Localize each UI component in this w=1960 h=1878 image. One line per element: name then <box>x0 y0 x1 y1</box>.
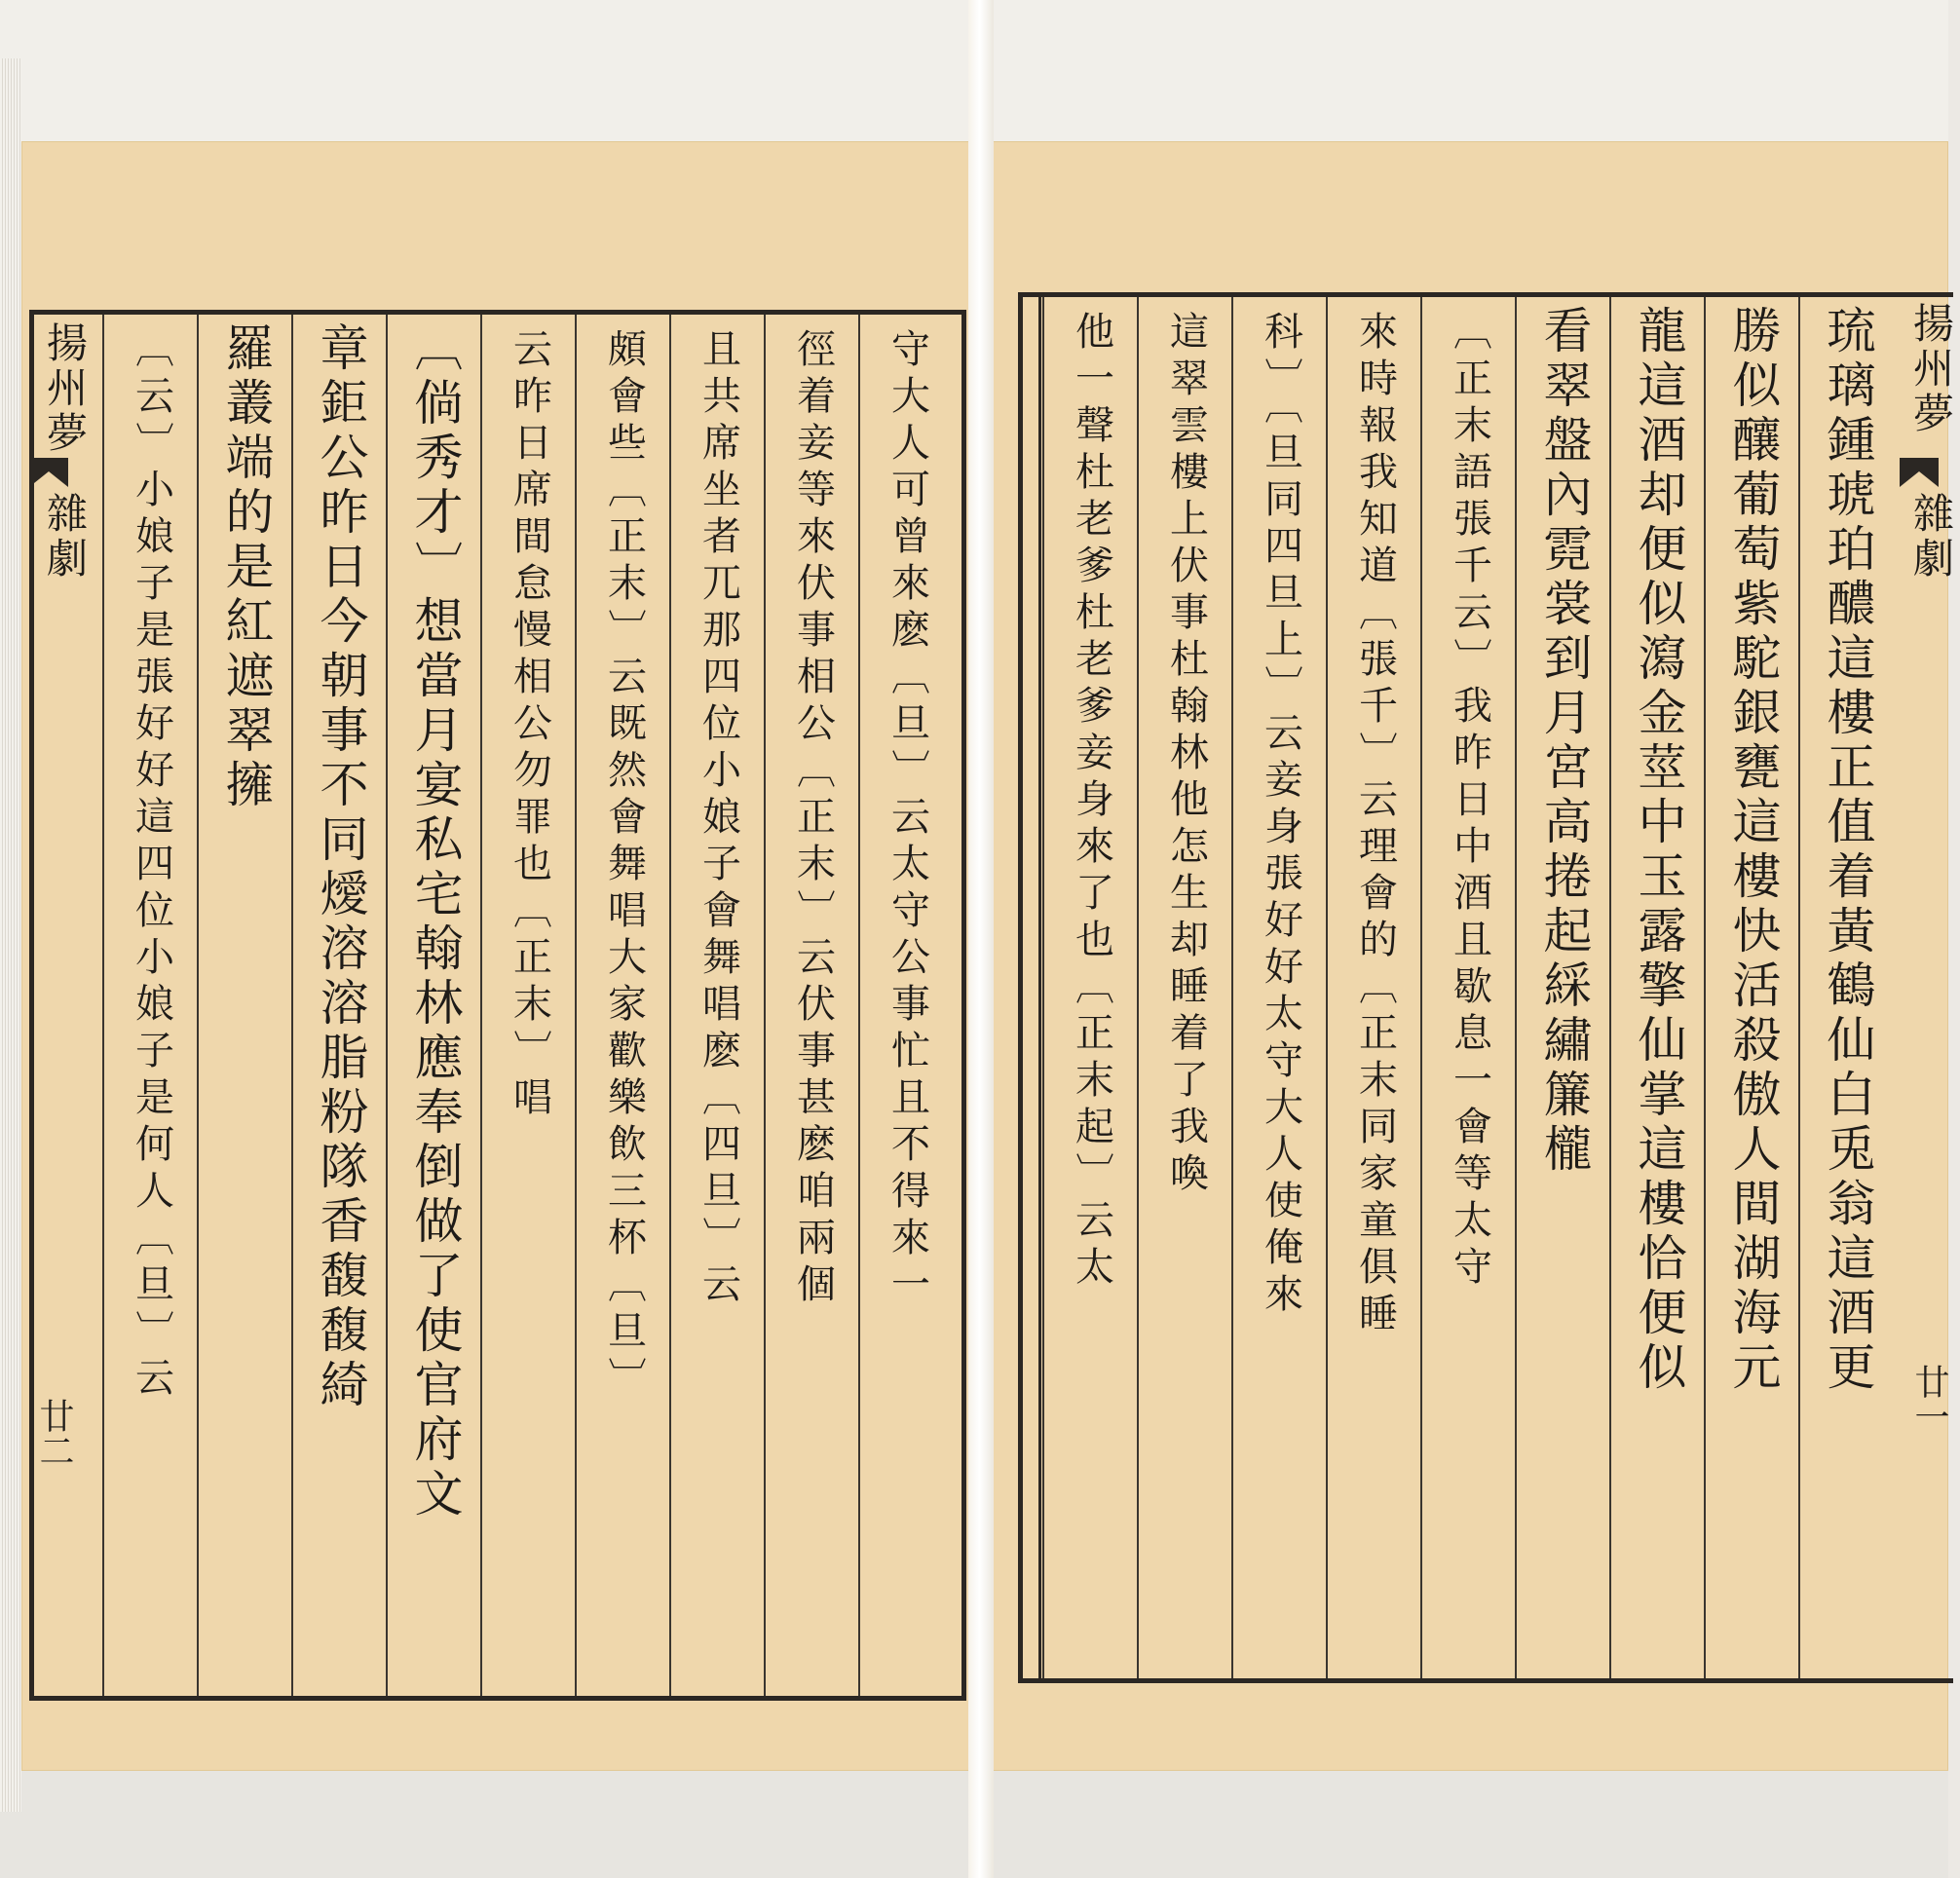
text-column <box>858 315 955 1696</box>
text-column <box>669 315 766 1696</box>
column-text: 〔正末語張千云〕我昨日中酒且歇息一會等太守 <box>1447 311 1492 1293</box>
text-column <box>291 315 388 1696</box>
column-text: 羅叢端的是紅遮翠擁 <box>217 322 275 813</box>
text-column <box>1231 297 1328 1678</box>
fish-tail-icon <box>1900 458 1939 487</box>
text-column <box>575 315 671 1696</box>
left-margin-title: 揚州夢 <box>41 321 89 456</box>
column-text: 徑着妾等來伏事相公〔正末〕云伏事甚麽咱兩個 <box>790 328 836 1310</box>
book-gutter <box>968 0 994 1878</box>
left-folio-number: 廿二 <box>34 1398 74 1468</box>
text-column <box>1515 297 1611 1678</box>
column-text: 章鉅公昨日今朝事不同燰溶溶脂粉隊香馥馥綺 <box>312 322 369 1413</box>
text-column <box>386 315 482 1696</box>
text-column <box>764 315 860 1696</box>
text-column <box>1042 297 1139 1678</box>
column-text: 〔云〕小娘子是張好好這四位小娘子是何人〔旦〕云 <box>129 328 174 1404</box>
column-text: 頗會些〔正末〕云既然會舞唱大家歡樂飲三杯〔旦〕 <box>601 328 647 1404</box>
right-margin-title: 揚州夢 <box>1907 302 1955 436</box>
column-text: 琉璃鍾琥珀醲這樓正值着黃鶴仙白兎翁這酒更 <box>1819 305 1876 1396</box>
text-column <box>1420 297 1517 1678</box>
text-column <box>480 315 577 1696</box>
column-text: 科〕〔旦同四旦上〕云妾身張好好太守大人使俺來 <box>1258 311 1303 1320</box>
column-text: 他一聲杜老爹杜老爹妾身來了也〔正末起〕云太 <box>1069 311 1114 1293</box>
column-text: 〔倘秀才〕想當月宴私宅翰林應奉倒做了使官府文 <box>406 322 464 1522</box>
left-text-frame <box>29 310 966 1701</box>
column-text: 這翠雲樓上伏事杜翰林他怎生却睡着了我喚 <box>1163 311 1209 1199</box>
text-column <box>102 315 199 1696</box>
text-column <box>1137 297 1233 1678</box>
text-column <box>197 315 293 1696</box>
text-column <box>1326 297 1422 1678</box>
column-text: 勝似釀葡萄紫駝銀甕這樓快活殺傲人間湖海元 <box>1724 305 1782 1396</box>
column-text: 且共席坐者兀那四位小娘子會舞唱麽〔四旦〕云 <box>696 328 741 1310</box>
column-text: 看翠盤內霓裳到月宮高捲起綵繡簾櫳 <box>1535 305 1593 1178</box>
left-margin-section: 雜劇 <box>41 492 89 582</box>
book-fore-edge <box>0 58 21 1812</box>
column-text: 守大人可曾來麽〔旦〕云太守公事忙且不得來一 <box>885 328 930 1310</box>
column-text: 云昨日席間怠慢相公勿罪也〔正末〕唱 <box>507 328 552 1123</box>
column-text: 來時報我知道〔張千〕云理會的〔正末同家童俱睡 <box>1352 311 1398 1339</box>
column-text: 龍這酒却便似瀉金莖中玉露擎仙掌這樓恰便似 <box>1630 305 1687 1396</box>
right-folio-number: 廿一 <box>1909 1364 1949 1434</box>
right-frame-inner-border <box>1023 297 1041 1678</box>
right-text-frame <box>1018 292 1953 1683</box>
text-column <box>1798 297 1895 1678</box>
text-column <box>1704 297 1800 1678</box>
right-margin-section: 雜劇 <box>1907 492 1955 582</box>
text-column <box>1609 297 1706 1678</box>
